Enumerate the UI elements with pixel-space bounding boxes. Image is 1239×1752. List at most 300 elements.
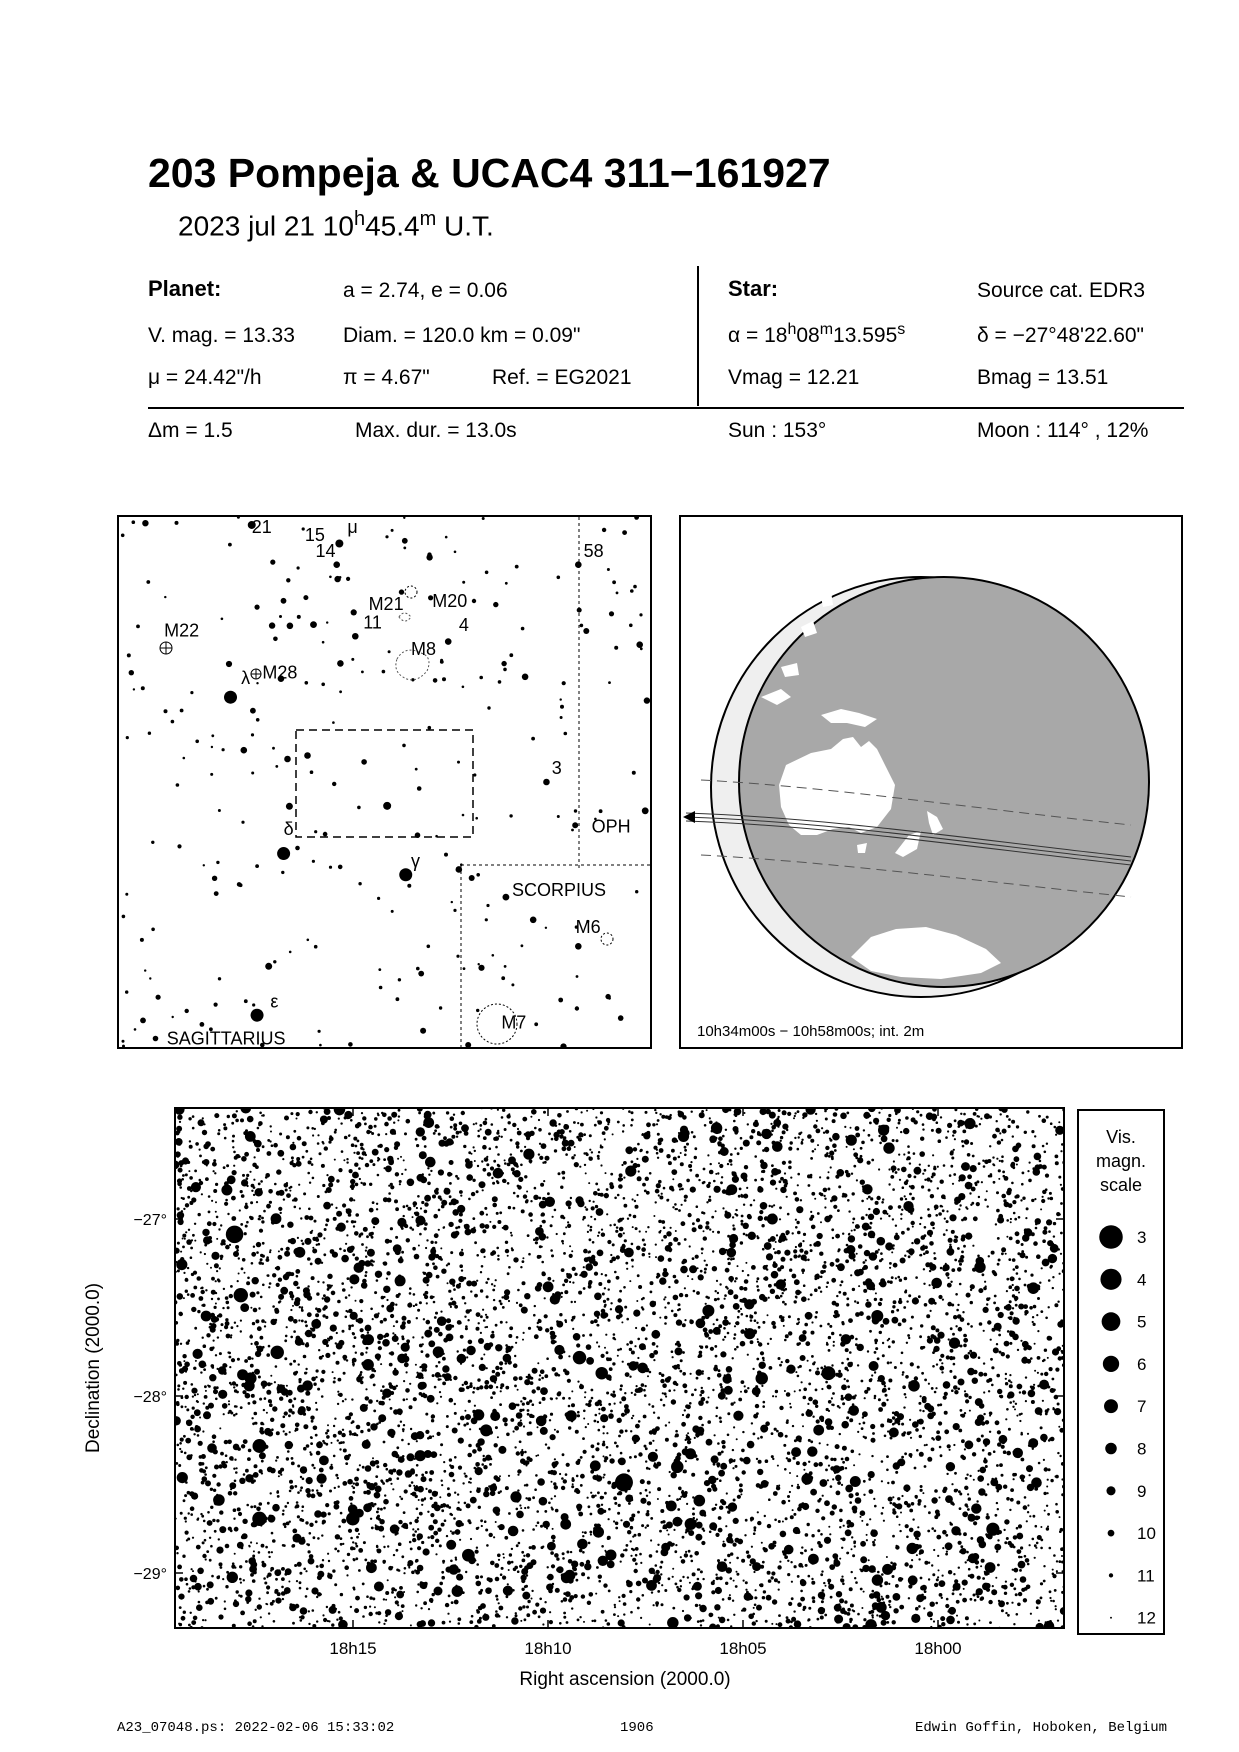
chart-star — [515, 1614, 518, 1617]
chart-star — [686, 1436, 690, 1440]
chart-star — [892, 1218, 894, 1220]
chart-star — [829, 1151, 834, 1156]
chart-star — [232, 1381, 236, 1385]
finder-star — [357, 806, 361, 810]
chart-star — [322, 1184, 325, 1187]
chart-star — [435, 1553, 437, 1555]
chart-star — [202, 1160, 206, 1164]
chart-star — [305, 1521, 308, 1524]
chart-star — [1033, 1515, 1036, 1518]
chart-star — [895, 1233, 898, 1236]
chart-star — [218, 1538, 220, 1540]
chart-star — [377, 1133, 380, 1136]
chart-star — [782, 1301, 785, 1304]
chart-star — [604, 1287, 606, 1289]
finder-star — [602, 528, 606, 532]
chart-star — [178, 1168, 183, 1173]
chart-star — [562, 1397, 565, 1400]
chart-star — [778, 1566, 780, 1568]
chart-star — [797, 1486, 801, 1490]
chart-star — [701, 1424, 704, 1427]
chart-star — [278, 1250, 280, 1252]
chart-star — [585, 1263, 593, 1271]
chart-star — [892, 1170, 894, 1172]
chart-star — [623, 1521, 630, 1528]
chart-star — [679, 1370, 682, 1373]
chart-star — [561, 1240, 564, 1243]
chart-star — [1012, 1406, 1014, 1408]
chart-star — [339, 1248, 342, 1251]
finder-bright-star — [254, 605, 259, 610]
chart-star — [303, 1192, 306, 1195]
chart-star — [476, 1327, 480, 1331]
chart-star — [415, 1303, 418, 1306]
chart-star — [998, 1259, 1001, 1262]
chart-star — [593, 1261, 598, 1266]
chart-star — [253, 1179, 255, 1181]
chart-star — [601, 1610, 605, 1614]
chart-star — [215, 1597, 218, 1600]
chart-star — [796, 1461, 800, 1465]
chart-star — [924, 1465, 927, 1468]
chart-star — [949, 1214, 956, 1221]
chart-star — [342, 1560, 345, 1563]
chart-star — [606, 1392, 609, 1395]
chart-star — [571, 1607, 573, 1609]
chart-star — [956, 1309, 959, 1312]
chart-star — [614, 1502, 617, 1505]
chart-star — [786, 1233, 789, 1236]
chart-star — [811, 1331, 815, 1335]
chart-star — [708, 1476, 716, 1484]
chart-star — [698, 1225, 703, 1230]
chart-star — [1003, 1175, 1006, 1178]
chart-star — [872, 1543, 875, 1546]
chart-star — [881, 1480, 883, 1482]
chart-star — [677, 1242, 680, 1245]
chart-star — [1006, 1219, 1009, 1222]
chart-star — [291, 1457, 294, 1460]
chart-star — [898, 1119, 901, 1122]
chart-star — [519, 1409, 522, 1412]
finder-label: SAGITTARIUS — [166, 1028, 286, 1047]
chart-star — [934, 1346, 940, 1352]
chart-star — [719, 1479, 722, 1482]
chart-star — [1004, 1519, 1009, 1524]
chart-star — [369, 1159, 373, 1163]
chart-star — [673, 1295, 679, 1301]
chart-star — [786, 1365, 795, 1374]
chart-star — [406, 1238, 410, 1242]
chart-star — [969, 1192, 971, 1194]
chart-star — [715, 1574, 717, 1576]
chart-star — [182, 1174, 185, 1177]
chart-star — [685, 1446, 688, 1449]
chart-star — [674, 1203, 677, 1206]
chart-star — [881, 1135, 888, 1142]
chart-star — [448, 1222, 453, 1227]
chart-star — [1003, 1529, 1005, 1531]
chart-star — [434, 1129, 437, 1132]
chart-star — [435, 1191, 439, 1195]
chart-star — [672, 1178, 674, 1180]
chart-star — [696, 1291, 700, 1295]
finder-star — [122, 1040, 125, 1043]
chart-star — [184, 1452, 187, 1455]
chart-star — [484, 1207, 487, 1210]
chart-star — [935, 1214, 938, 1217]
chart-star — [197, 1568, 204, 1575]
chart-star — [649, 1256, 651, 1258]
chart-star — [377, 1341, 380, 1344]
chart-star — [423, 1277, 430, 1284]
chart-star — [209, 1537, 211, 1539]
chart-star — [872, 1541, 875, 1544]
chart-star — [895, 1584, 899, 1588]
chart-star — [663, 1404, 666, 1407]
chart-star — [955, 1293, 958, 1296]
chart-star — [191, 1307, 196, 1312]
chart-star — [495, 1146, 498, 1149]
chart-star — [356, 1536, 359, 1539]
chart-star — [327, 1553, 329, 1555]
chart-star — [479, 1181, 486, 1188]
chart-star — [192, 1234, 195, 1237]
chart-star — [976, 1566, 979, 1569]
chart-star — [860, 1541, 866, 1547]
chart-star — [244, 1232, 247, 1235]
chart-star — [883, 1318, 890, 1325]
chart-star — [757, 1289, 760, 1292]
chart-star — [526, 1191, 528, 1193]
chart-star — [754, 1155, 757, 1158]
chart-star — [529, 1421, 532, 1424]
chart-star — [300, 1486, 303, 1489]
chart-star — [259, 1261, 263, 1265]
chart-star — [1048, 1439, 1051, 1442]
chart-star — [552, 1540, 555, 1543]
chart-star — [880, 1252, 883, 1255]
chart-star — [529, 1400, 532, 1403]
chart-star — [863, 1618, 866, 1621]
sun-elongation: Sun : 153° — [728, 419, 827, 442]
chart-star — [252, 1422, 255, 1425]
chart-star — [289, 1480, 293, 1484]
chart-star — [784, 1303, 787, 1306]
chart-star — [419, 1151, 427, 1159]
chart-star — [811, 1225, 816, 1230]
chart-star — [595, 1414, 598, 1417]
chart-star — [327, 1220, 329, 1222]
chart-star — [1037, 1372, 1039, 1374]
chart-star — [421, 1476, 427, 1482]
chart-star — [879, 1142, 882, 1145]
chart-star — [841, 1384, 847, 1390]
chart-star — [324, 1296, 330, 1302]
chart-star — [495, 1426, 498, 1429]
chart-star — [668, 1161, 672, 1165]
chart-star — [432, 1374, 435, 1377]
finder-label: λ — [241, 667, 251, 688]
chart-star — [388, 1469, 393, 1474]
chart-star — [418, 1499, 420, 1501]
chart-star — [1007, 1330, 1010, 1333]
finder-star — [391, 910, 394, 913]
chart-star — [419, 1392, 423, 1396]
chart-star — [1052, 1378, 1055, 1381]
chart-star — [832, 1504, 837, 1509]
chart-star — [309, 1523, 313, 1527]
chart-star — [687, 1432, 689, 1434]
finder-star — [580, 624, 584, 628]
chart-star — [517, 1185, 521, 1189]
chart-star — [302, 1242, 305, 1245]
chart-star — [376, 1203, 378, 1205]
chart-star — [655, 1601, 659, 1605]
chart-star — [608, 1590, 611, 1593]
chart-star — [969, 1410, 971, 1412]
chart-star — [821, 1570, 823, 1572]
finder-star — [456, 955, 459, 958]
chart-star — [629, 1341, 633, 1345]
chart-star — [686, 1503, 688, 1505]
chart-star — [845, 1485, 853, 1493]
chart-star — [877, 1571, 880, 1574]
chart-star — [959, 1507, 962, 1510]
chart-star — [539, 1156, 543, 1160]
chart-star — [1060, 1232, 1063, 1235]
chart-star — [706, 1439, 713, 1446]
chart-star — [740, 1241, 743, 1244]
chart-star — [906, 1179, 909, 1182]
chart-star — [544, 1601, 546, 1603]
chart-star — [188, 1229, 190, 1231]
finder-star — [289, 951, 292, 954]
chart-star — [176, 1259, 187, 1270]
chart-star — [554, 1429, 556, 1431]
finder-star — [642, 807, 649, 814]
chart-star — [385, 1239, 390, 1244]
chart-star — [184, 1362, 190, 1368]
chart-star — [609, 1224, 611, 1226]
chart-star — [821, 1127, 823, 1129]
chart-star — [1049, 1547, 1052, 1550]
chart-star — [673, 1157, 677, 1161]
chart-star — [986, 1588, 990, 1592]
chart-star — [1033, 1305, 1037, 1309]
chart-star — [334, 1504, 340, 1510]
chart-star — [219, 1427, 221, 1429]
chart-star — [816, 1419, 820, 1423]
chart-star — [492, 1370, 495, 1373]
chart-star — [207, 1221, 212, 1226]
chart-star — [747, 1274, 749, 1276]
chart-star — [354, 1608, 359, 1613]
chart-star — [454, 1600, 459, 1605]
chart-star — [640, 1149, 643, 1152]
chart-star — [954, 1197, 961, 1204]
chart-star — [207, 1511, 210, 1514]
chart-star — [1050, 1437, 1055, 1442]
chart-star — [550, 1413, 553, 1416]
chart-star — [589, 1229, 592, 1232]
chart-star — [696, 1218, 700, 1222]
chart-star — [580, 1456, 583, 1459]
chart-star — [222, 1578, 224, 1580]
chart-star — [969, 1350, 972, 1353]
chart-star — [450, 1560, 453, 1563]
chart-star — [929, 1284, 931, 1286]
chart-star — [547, 1447, 550, 1450]
chart-star — [779, 1406, 783, 1410]
cluster-m6-marker — [601, 933, 613, 945]
chart-star — [1045, 1188, 1048, 1191]
chart-star — [225, 1454, 228, 1457]
finder-bright-star — [251, 1009, 264, 1022]
chart-star — [770, 1289, 775, 1294]
chart-star — [185, 1406, 187, 1408]
chart-star — [297, 1237, 299, 1239]
chart-star — [342, 1288, 346, 1292]
chart-star — [890, 1502, 893, 1505]
finder-star — [286, 803, 293, 810]
chart-star — [552, 1216, 554, 1218]
chart-star — [612, 1337, 615, 1340]
chart-star — [357, 1468, 360, 1471]
chart-star — [306, 1477, 313, 1484]
chart-star — [902, 1318, 907, 1323]
chart-star — [1058, 1356, 1062, 1360]
chart-star — [994, 1295, 997, 1298]
chart-star — [692, 1496, 694, 1498]
chart-star — [458, 1622, 461, 1625]
chart-star — [192, 1115, 195, 1118]
chart-star — [303, 1447, 307, 1451]
chart-star — [645, 1177, 649, 1181]
chart-star — [732, 1216, 734, 1218]
chart-star — [647, 1510, 650, 1513]
chart-star — [343, 1372, 346, 1375]
chart-star — [585, 1172, 587, 1174]
chart-star — [790, 1406, 792, 1408]
chart-star — [677, 1508, 680, 1511]
finder-star — [444, 853, 448, 857]
chart-star — [413, 1485, 415, 1487]
chart-star — [841, 1395, 844, 1398]
chart-star — [429, 1470, 434, 1475]
chart-star — [309, 1216, 314, 1221]
finder-star — [228, 543, 232, 547]
chart-star — [431, 1544, 434, 1547]
finder-star — [244, 999, 248, 1003]
chart-star — [646, 1524, 649, 1527]
chart-star — [953, 1375, 957, 1379]
chart-star — [436, 1275, 440, 1279]
chart-star — [330, 1325, 337, 1332]
chart-star — [238, 1273, 240, 1275]
chart-star — [896, 1139, 899, 1142]
chart-star — [936, 1128, 942, 1134]
chart-star — [188, 1170, 190, 1172]
chart-star — [640, 1479, 645, 1484]
chart-star — [784, 1390, 786, 1392]
chart-star — [336, 1619, 338, 1621]
finder-bright-star — [575, 943, 582, 950]
chart-star — [636, 1385, 638, 1387]
finder-star — [478, 963, 480, 965]
finder-label: μ — [347, 517, 358, 537]
chart-star — [609, 1458, 614, 1463]
chart-star — [879, 1331, 882, 1334]
chart-star — [424, 1369, 427, 1372]
chart-star — [264, 1428, 272, 1436]
finder-star — [216, 861, 219, 864]
finder-star — [310, 770, 314, 774]
chart-star — [620, 1384, 623, 1387]
chart-star — [582, 1551, 585, 1554]
finder-label: M28 — [262, 662, 298, 683]
chart-star — [392, 1332, 394, 1334]
chart-star — [276, 1283, 280, 1287]
chart-star — [266, 1204, 271, 1209]
chart-star — [928, 1189, 931, 1192]
chart-star — [768, 1284, 772, 1288]
chart-star — [300, 1607, 308, 1615]
chart-star — [317, 1575, 322, 1580]
chart-star — [760, 1202, 768, 1210]
chart-star — [660, 1573, 662, 1575]
chart-star — [531, 1590, 533, 1592]
chart-star — [243, 1579, 245, 1581]
chart-star — [566, 1621, 569, 1624]
chart-star — [966, 1126, 968, 1128]
chart-star — [1050, 1479, 1053, 1482]
chart-star — [1025, 1256, 1028, 1259]
chart-star — [1021, 1432, 1023, 1434]
chart-star — [730, 1577, 733, 1580]
chart-star — [684, 1553, 688, 1557]
chart-star — [212, 1474, 216, 1478]
chart-star — [751, 1265, 756, 1270]
chart-star — [359, 1299, 363, 1303]
chart-star — [746, 1187, 748, 1189]
chart-star — [892, 1317, 899, 1324]
chart-star — [919, 1223, 921, 1225]
chart-star — [308, 1550, 311, 1553]
chart-star — [740, 1220, 743, 1223]
chart-star — [622, 1244, 626, 1248]
finder-star — [334, 576, 340, 582]
chart-star — [656, 1345, 658, 1347]
chart-star — [261, 1544, 265, 1548]
chart-star — [604, 1586, 606, 1588]
chart-star — [575, 1430, 579, 1434]
chart-star — [733, 1303, 740, 1310]
chart-star — [329, 1490, 332, 1493]
chart-star — [458, 1438, 464, 1444]
chart-star — [520, 1620, 522, 1622]
chart-star — [421, 1474, 424, 1477]
chart-star — [582, 1531, 584, 1533]
chart-star — [554, 1341, 557, 1344]
chart-star — [213, 1340, 215, 1342]
chart-star — [305, 1150, 308, 1153]
finder-star — [457, 761, 460, 764]
chart-star — [212, 1434, 217, 1439]
chart-star — [516, 1508, 519, 1511]
chart-star — [325, 1353, 330, 1358]
chart-star — [464, 1473, 466, 1475]
